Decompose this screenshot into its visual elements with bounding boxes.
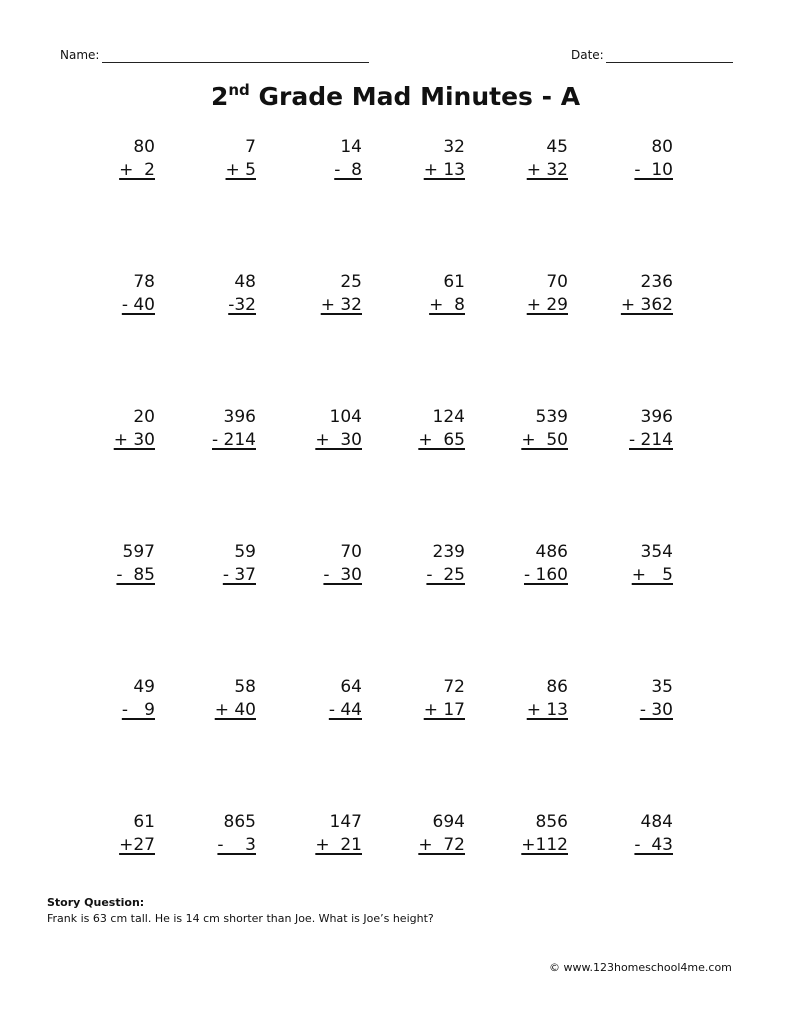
problem-bottom-number: - 44 [328,700,362,720]
problem-bottom-number: + 13 [526,700,568,720]
problem-bottom-number: + 65 [418,430,465,450]
problem-top-number: 59 [234,542,256,562]
problem-bottom-number: + 21 [315,835,362,855]
problem-top-number: 124 [432,407,465,427]
problem-bottom-number: - 214 [629,430,673,450]
problem-r1-c4 [405,136,465,182]
problem-r3-c3 [302,406,362,452]
name-field[interactable] [102,62,369,63]
problem-bottom-number: - 43 [634,835,673,855]
problem-top-number: 104 [329,407,362,427]
problem-bottom-number: - 30 [639,700,673,720]
problem-top-number: 48 [234,272,256,292]
problem-r2-c5 [508,271,568,317]
problem-r1-c5 [508,136,568,182]
problem-bottom-number: + 72 [418,835,465,855]
problem-top-number: 856 [535,812,568,832]
copyright-text: © www.123homeschool4me.com [549,961,732,974]
problem-bottom-number: + 5 [225,160,256,180]
problem-r4-c2 [196,541,256,587]
problem-bottom-number: - 9 [121,700,155,720]
problem-top-number: 70 [546,272,568,292]
problem-r1-c6 [613,136,673,182]
story-text: Frank is 63 cm tall. He is 14 cm shorter than Joe. What is Joe’s height? [47,912,434,925]
problem-bottom-number: - 40 [121,295,155,315]
problem-r5-c2 [196,676,256,722]
problem-bottom-number: - 30 [323,565,362,585]
problem-top-number: 45 [546,137,568,157]
name-label: Name: [60,48,100,62]
problem-r6-c1 [95,811,155,857]
problem-top-number: 239 [432,542,465,562]
problem-r6-c5 [508,811,568,857]
problem-top-number: 147 [329,812,362,832]
problem-bottom-number: + 30 [113,430,155,450]
problem-bottom-number: + 5 [631,565,673,585]
problem-top-number: 14 [340,137,362,157]
problem-r6-c3 [302,811,362,857]
problem-top-number: 64 [340,677,362,697]
problem-top-number: 58 [234,677,256,697]
problem-r4-c6 [613,541,673,587]
problem-bottom-number: - 160 [524,565,568,585]
problem-top-number: 25 [340,272,362,292]
problem-top-number: 539 [535,407,568,427]
problem-bottom-number: - 8 [334,160,362,180]
problem-r1-c2 [196,136,256,182]
problem-bottom-number: + 8 [429,295,465,315]
problem-bottom-number: - 214 [212,430,256,450]
problem-top-number: 72 [443,677,465,697]
problem-bottom-number: - 3 [217,835,256,855]
problem-r2-c3 [302,271,362,317]
problem-bottom-number: - 85 [116,565,155,585]
problem-bottom-number: + 13 [423,160,465,180]
problem-bottom-number: +27 [119,835,155,855]
problem-top-number: 865 [223,812,256,832]
problem-r3-c2 [196,406,256,452]
problem-r2-c4 [405,271,465,317]
problem-r5-c6 [613,676,673,722]
problem-bottom-number: + 17 [423,700,465,720]
problem-top-number: 236 [640,272,673,292]
problem-top-number: 61 [443,272,465,292]
problem-r4-c5 [508,541,568,587]
problem-r4-c1 [95,541,155,587]
problem-r6-c6 [613,811,673,857]
problem-r6-c2 [196,811,256,857]
problem-r3-c1 [95,406,155,452]
problem-bottom-number: + 32 [320,295,362,315]
problem-top-number: 20 [133,407,155,427]
problem-top-number: 7 [245,137,256,157]
problem-r1-c1 [95,136,155,182]
page-title [0,80,791,114]
problem-r4-c3 [302,541,362,587]
problem-bottom-number: - 37 [222,565,256,585]
problem-r3-c6 [613,406,673,452]
problem-top-number: 86 [546,677,568,697]
problem-r5-c1 [95,676,155,722]
title-text: Grade Mad Minutes - A [249,82,581,111]
problem-top-number: 597 [122,542,155,562]
problem-r5-c3 [302,676,362,722]
problem-bottom-number: + 2 [119,160,155,180]
problem-top-number: 61 [133,812,155,832]
problem-r5-c4 [405,676,465,722]
problem-top-number: 354 [640,542,673,562]
problem-r5-c5 [508,676,568,722]
problem-r6-c4 [405,811,465,857]
problem-bottom-number: +112 [521,835,568,855]
problem-bottom-number: + 29 [526,295,568,315]
problem-r3-c4 [405,406,465,452]
problem-bottom-number: - 10 [634,160,673,180]
problem-top-number: 484 [640,812,673,832]
date-label: Date: [571,48,604,62]
problem-r2-c1 [95,271,155,317]
problem-r2-c6 [613,271,673,317]
problem-r2-c2 [196,271,256,317]
problem-top-number: 78 [133,272,155,292]
problem-bottom-number: + 40 [214,700,256,720]
problem-top-number: 694 [432,812,465,832]
problem-bottom-number: + 32 [526,160,568,180]
problem-r3-c5 [508,406,568,452]
problem-bottom-number: -32 [228,295,256,315]
problem-top-number: 80 [133,137,155,157]
date-field[interactable] [606,62,733,63]
problem-bottom-number: + 50 [521,430,568,450]
problem-top-number: 486 [535,542,568,562]
title-superscript: nd [228,81,250,99]
problem-bottom-number: - 25 [426,565,465,585]
problem-top-number: 32 [443,137,465,157]
problem-top-number: 396 [223,407,256,427]
problem-top-number: 396 [640,407,673,427]
problem-r4-c4 [405,541,465,587]
problem-top-number: 49 [133,677,155,697]
problem-top-number: 35 [651,677,673,697]
problem-r1-c3 [302,136,362,182]
title-grade-number: 2 [210,82,229,111]
problem-bottom-number: + 362 [620,295,673,315]
problem-top-number: 70 [340,542,362,562]
problem-top-number: 80 [651,137,673,157]
story-heading: Story Question: [47,896,145,909]
problem-bottom-number: + 30 [315,430,362,450]
